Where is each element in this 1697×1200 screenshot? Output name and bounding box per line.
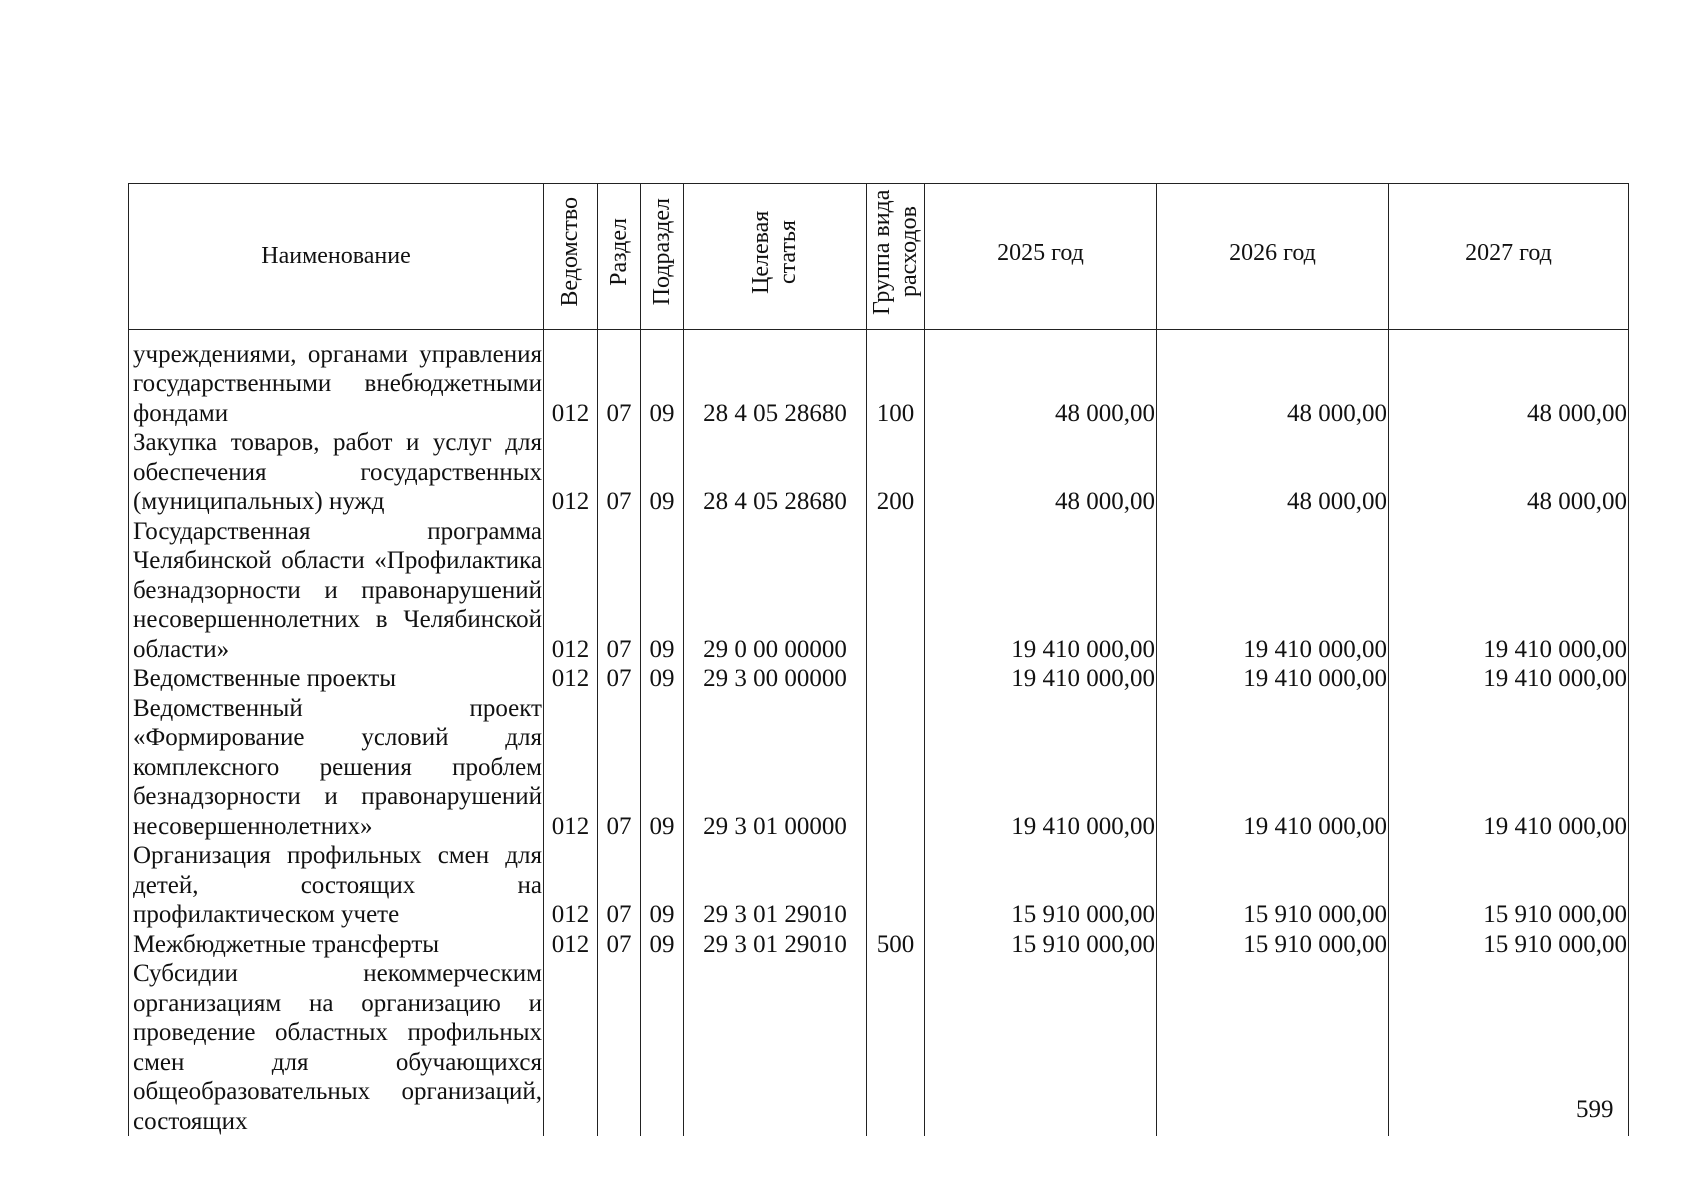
cell-amount-2026: 19 410 000,00: [1157, 664, 1389, 694]
cell-vedomstvo: 012: [544, 517, 598, 665]
header-podrazdel: Подраздел: [641, 184, 684, 330]
table-row: [129, 694, 1629, 842]
header-year-2025: 2025 год: [925, 184, 1157, 330]
cell-razdel: 07: [598, 340, 641, 429]
cell-razdel: [598, 959, 641, 1136]
cell-amount-2025: 19 410 000,00: [925, 694, 1157, 842]
cell-podrazdel: 09: [641, 694, 684, 842]
cell-name: Государственная программа Челябинской области «Профилактика безнадзорности и правонарушений несовершеннолетних в Челябинской области»: [129, 517, 544, 665]
cell-amount-2025: 48 000,00: [925, 340, 1157, 429]
cell-amount-2025: 19 410 000,00: [925, 517, 1157, 665]
cell-expense-group: [867, 841, 925, 930]
cell-name: Межбюджетные трансферты: [129, 930, 544, 960]
cell-expense-group: [867, 517, 925, 665]
cell-podrazdel: 09: [641, 841, 684, 930]
cell-amount-2025: 15 910 000,00: [925, 841, 1157, 930]
cell-target-article: 28 4 05 28680: [684, 340, 867, 429]
budget-table: [128, 183, 1629, 1136]
cell-amount-2026: 15 910 000,00: [1157, 930, 1389, 960]
cell-amount-2027: 15 910 000,00: [1389, 930, 1629, 960]
table-row: [129, 517, 1629, 665]
table-row: [129, 930, 1629, 960]
cell-vedomstvo: 012: [544, 428, 598, 517]
row-spacer: [129, 329, 1629, 340]
cell-expense-group: [867, 959, 925, 1136]
cell-podrazdel: [641, 959, 684, 1136]
table-row: [129, 428, 1629, 517]
cell-podrazdel: 09: [641, 340, 684, 429]
cell-expense-group: 100: [867, 340, 925, 429]
cell-vedomstvo: 012: [544, 694, 598, 842]
header-row: [129, 184, 1629, 330]
cell-target-article: 29 0 00 00000: [684, 517, 867, 665]
cell-amount-2027: 19 410 000,00: [1389, 517, 1629, 665]
cell-razdel: 07: [598, 694, 641, 842]
header-expense-group: Группа вида расходов: [867, 184, 925, 330]
header-razdel: Раздел: [598, 184, 641, 330]
cell-vedomstvo: 012: [544, 930, 598, 960]
header-name: Наименование: [129, 184, 544, 330]
cell-amount-2026: 19 410 000,00: [1157, 517, 1389, 665]
cell-podrazdel: 09: [641, 517, 684, 665]
cell-name: Ведомственный проект «Формирование условий для комплексного решения проблем безнадзорности и правонарушений несовершеннолетних»: [129, 694, 544, 842]
cell-name: Организация профильных смен для детей, состоящих на профилактическом учете: [129, 841, 544, 930]
header-year-2026: 2026 год: [1157, 184, 1389, 330]
cell-target-article: 29 3 01 00000: [684, 694, 867, 842]
cell-amount-2026: [1157, 959, 1389, 1136]
cell-amount-2027: 19 410 000,00: [1389, 694, 1629, 842]
page-number: 599: [1576, 1096, 1614, 1123]
cell-amount-2026: 48 000,00: [1157, 428, 1389, 517]
cell-vedomstvo: 012: [544, 664, 598, 694]
cell-expense-group: [867, 694, 925, 842]
table-row: [129, 664, 1629, 694]
cell-vedomstvo: 012: [544, 340, 598, 429]
cell-amount-2025: 15 910 000,00: [925, 930, 1157, 960]
cell-amount-2026: 19 410 000,00: [1157, 694, 1389, 842]
table-body: [129, 329, 1629, 1136]
cell-expense-group: 500: [867, 930, 925, 960]
cell-podrazdel: 09: [641, 428, 684, 517]
cell-amount-2026: 48 000,00: [1157, 340, 1389, 429]
cell-razdel: 07: [598, 841, 641, 930]
header-vedomstvo: Ведомство: [544, 184, 598, 330]
cell-amount-2025: 19 410 000,00: [925, 664, 1157, 694]
cell-amount-2027: 15 910 000,00: [1389, 841, 1629, 930]
table-row: [129, 841, 1629, 930]
cell-amount-2025: 48 000,00: [925, 428, 1157, 517]
cell-expense-group: 200: [867, 428, 925, 517]
cell-vedomstvo: 012: [544, 841, 598, 930]
cell-name: учреждениями, органами управления государственными внебюджетными фондами: [129, 340, 544, 429]
cell-razdel: 07: [598, 930, 641, 960]
table-row: [129, 340, 1629, 429]
cell-expense-group: [867, 664, 925, 694]
cell-amount-2027: 48 000,00: [1389, 428, 1629, 517]
cell-amount-2027: 48 000,00: [1389, 340, 1629, 429]
cell-target-article: 28 4 05 28680: [684, 428, 867, 517]
cell-name: Ведомственные проекты: [129, 664, 544, 694]
cell-podrazdel: 09: [641, 930, 684, 960]
cell-amount-2026: 15 910 000,00: [1157, 841, 1389, 930]
cell-target-article: 29 3 01 29010: [684, 930, 867, 960]
header-target-article: Целевая статья: [684, 184, 867, 330]
cell-podrazdel: 09: [641, 664, 684, 694]
cell-razdel: 07: [598, 664, 641, 694]
cell-name: Субсидии некоммерческим организациям на организацию и проведение областных профильных смен для обучающихся общеобразовательных организаций, состоящих: [129, 959, 544, 1136]
cell-target-article: 29 3 01 29010: [684, 841, 867, 930]
cell-amount-2025: [925, 959, 1157, 1136]
cell-razdel: 07: [598, 428, 641, 517]
cell-vedomstvo: [544, 959, 598, 1136]
cell-target-article: 29 3 00 00000: [684, 664, 867, 694]
cell-razdel: 07: [598, 517, 641, 665]
table-row: [129, 959, 1629, 1136]
header-year-2027: 2027 год: [1389, 184, 1629, 330]
cell-target-article: [684, 959, 867, 1136]
cell-amount-2027: 19 410 000,00: [1389, 664, 1629, 694]
cell-name: Закупка товаров, работ и услуг для обеспечения государственных (муниципальных) нужд: [129, 428, 544, 517]
